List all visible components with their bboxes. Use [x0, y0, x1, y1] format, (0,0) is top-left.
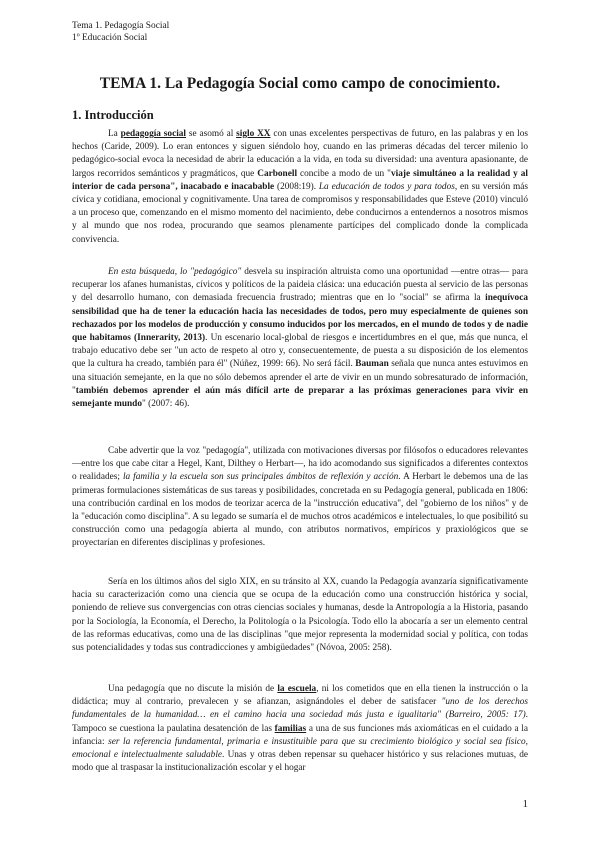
section-heading: 1. Introducción	[72, 108, 154, 122]
header-course: Tema 1. Pedagogía Social	[72, 21, 170, 31]
document-title: TEMA 1. La Pedagogía Social como campo de conocimiento.	[99, 75, 501, 92]
paragraph-2: En esta búsqueda, lo "pedagógico" desvela su inspiración altruista como una oportunidad —entre otras— para recuperar los afanes humanistas, cívicos y políticos de la paideia clásica: una educación puesta al servicio de las personas y del desarrollo humano, con demasiada frecuencia frustrado; mientras que en lo "social" se afirma la inequívoca sensibilidad que ha de tener la educación hacia las necesidades de todos, pero muy especialmente de quienes son rechazados por los modelos de producción y consumo inducidos por los mercados, en el mundo de todos y de nadie que habitamos (Innerarity, 2013). Un escenario local-global de riesgos e incertidumbres en el que, más que nunca, el trabajo educativo debe ser "un acto de respeto al otro y, consecuentemente, de puesta a su disposición de los elementos que la cultura ha creado, también para él" (Núñez, 1999: 66). No será fácil. Bauman señala que nunca antes estuvimos en una situación semejante, en la que no sólo debemos aprender el arte de vivir en un mundo sobresaturado de información, "también debemos aprender el aún más difícil arte de preparar a las próximas generaciones para vivir en semejante mundo" (2007: 46).	[72, 267, 528, 410]
paragraph-4: Sería en los últimos años del siglo XIX, en su tránsito al XX, cuando la Pedagogía avanzaría significativamente hacia su caracterización como una ciencia que se ocupa de la educación como una construcción histórica y social, poniendo de relieve sus convergencias con otras ciencias sociales y humanas, desde la Antropología a la Historia, pasando por la Sociología, la Economía, el Derecho, la Politología o la Psicología. Todo ello la abocaría a ser un elemento central de las reformas educativas, como una de las disciplinas "que mejor representa la modernidad social y política, con todas sus potencialidades y todas sus contradicciones y ambigüedades" (Nóvoa, 2005: 258).	[72, 577, 528, 654]
paragraph-1: La pedagogía social se asomó al siglo XX con unas excelentes perspectivas de futuro, en las palabras y en los hechos (Caride, 2009). Lo eran entonces y siguen siéndolo hoy, cuando en las primeras décadas del tercer milenio lo pedagógico-social evoca la necesidad de abrir la educación a la vida, en toda su diversidad: una aventura apasionante, de largos recorridos semánticos y pragmáticos, que Carbonell concibe a modo de un "viaje simultáneo a la realidad y al interior de cada persona", inacabado e inacabable (2008:19). La educación de todos y para todos, en su versión más cívica y cotidiana, emocional y cognitivamente. Una tarea de compromisos y responsabilidades que Esteve (2010) vinculó a un proceso que, comenzando en el mismo momento del nacimiento, debe conducirnos a entendernos a nosotros mismos y al mundo que nos rodea, procurando que seamos plenamente partícipes del complicado donde la complicada convivencia.	[72, 129, 528, 245]
page-number: 1	[522, 798, 528, 810]
paragraph-3: Cabe advertir que la voz "pedagogía", utilizada con motivaciones diversas por filósofos o educadores relevantes —entre los que cabe citar a Hegel, Kant, Dilthey o Herbart—, ha ido acomodando sus significados a diferentes contextos o realidades; la familia y la escuela son sus principales ámbitos de reflexión y acción. A Herbart le debemos una de las primeras formulaciones sistemáticas de sus tareas y posibilidades, concretada en su Pedagogía general, publicada en 1806: una contribución cardinal en los modos de teorizar acerca de la "instrucción educativa", del "gobierno de los niños" y de la "educación como disciplina". A su legado se sumaría el de muchos otros académicos e intelectuales, lo que posibilitó su construcción como una pedagogía abierta al mundo, con atributos normativos, empíricos y praxiológicos que se proyectarían en diferentes disciplinas y profesiones.	[72, 446, 529, 549]
running-header	[72, 20, 169, 44]
header-program: 1º Educación Social	[72, 33, 148, 43]
paragraph-5: Una pedagogía que no discute la misión de la escuela, ni los cometidos que en ella tienen la instrucción o la didáctica; muy al contrario, prevalecen y se afianzan, asignándoles el deber de satisfacer "uno de los derechos fundamentales de la humanidad… en el camino hacia una sociedad más justa e igualitaria" (Barreiro, 2005: 17). Tampoco se cuestiona la paulatina desatención de las familias a una de sus funciones más axiomáticas en el cuidado a la infancia: ser la referencia fundamental, primaria e insustituible para que su crecimiento biológico y social sea físico, emocional e intelectualmente saludable. Unas y otras deben repensar su quehacer histórico y sus relaciones mutuas, de modo que al traspasar la institucionalización escolar y el hogar	[72, 684, 528, 774]
